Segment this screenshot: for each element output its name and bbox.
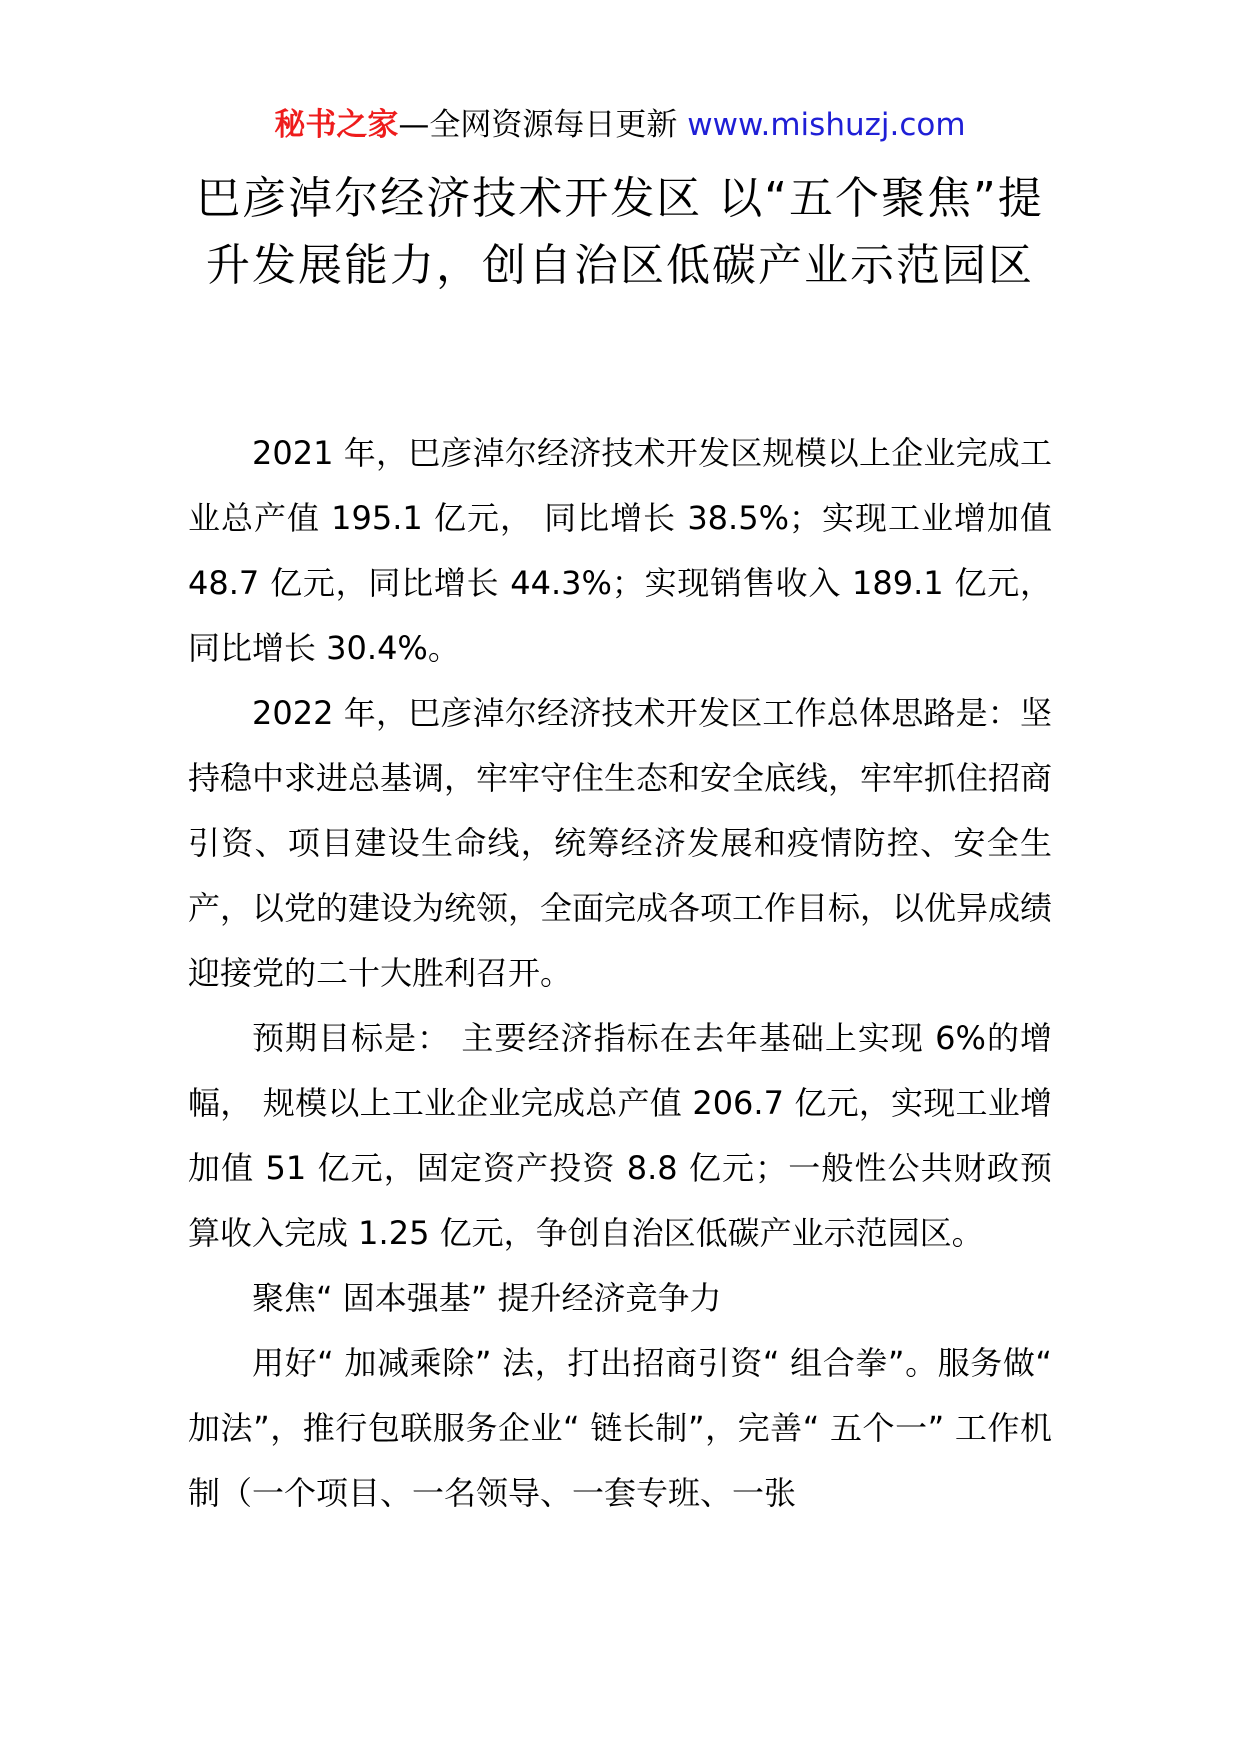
site-header (0, 100, 1240, 150)
paragraph-targets: 预期目标是： 主要经济指标在去年基础上实现 6%的增幅， 规模以上工业企业完成总产值 206.7 亿元，实现工业增加值 51 亿元，固定资产投资 8.8 亿元；一般性公共财政预算收入完成 1.25 亿元，争创自治区低碳产业示范园区。 (188, 1019, 1052, 1252)
site-name: 秘书之家 (274, 107, 399, 143)
site-url-link[interactable]: www.mishuzj.com (687, 107, 966, 143)
paragraph-2021-results: 2021 年，巴彦淖尔经济技术开发区规模以上企业完成工业总产值 195.1 亿元， 同比增长 38.5%；实现工业增加值 48.7 亿元，同比增长 44.3%；实现销售收入 189.1 亿元，同比增长 30.4%。 (188, 434, 1052, 667)
document-title: 巴彦淖尔经济技术开发区 以“五个聚焦”提升发展能力，创自治区低碳产业示范园区 (196, 173, 1044, 291)
paragraph-2022-approach: 2022 年，巴彦淖尔经济技术开发区工作总体思路是：坚持稳中求进总基调，牢牢守住生态和安全底线，牢牢抓住招商引资、项目建设生命线，统筹经济发展和疫情防控、安全生产，以党的建设为统领，全面完成各项工作目标，以优异成绩迎接党的二十大胜利召开。 (188, 694, 1053, 992)
document-body (188, 421, 1052, 1526)
paragraph-investment: 用好“ 加减乘除” 法，打出招商引资“ 组合拳”。服务做“ 加法”，推行包联服务企业“ 链长制”，完善“ 五个一” 工作机制（一个项目、一名领导、一套专班、一张 (188, 1344, 1052, 1512)
section-heading: 聚焦“ 固本强基” 提升经济竞争力 (252, 1279, 722, 1317)
site-tagline: —全网资源每日更新 (398, 107, 688, 143)
